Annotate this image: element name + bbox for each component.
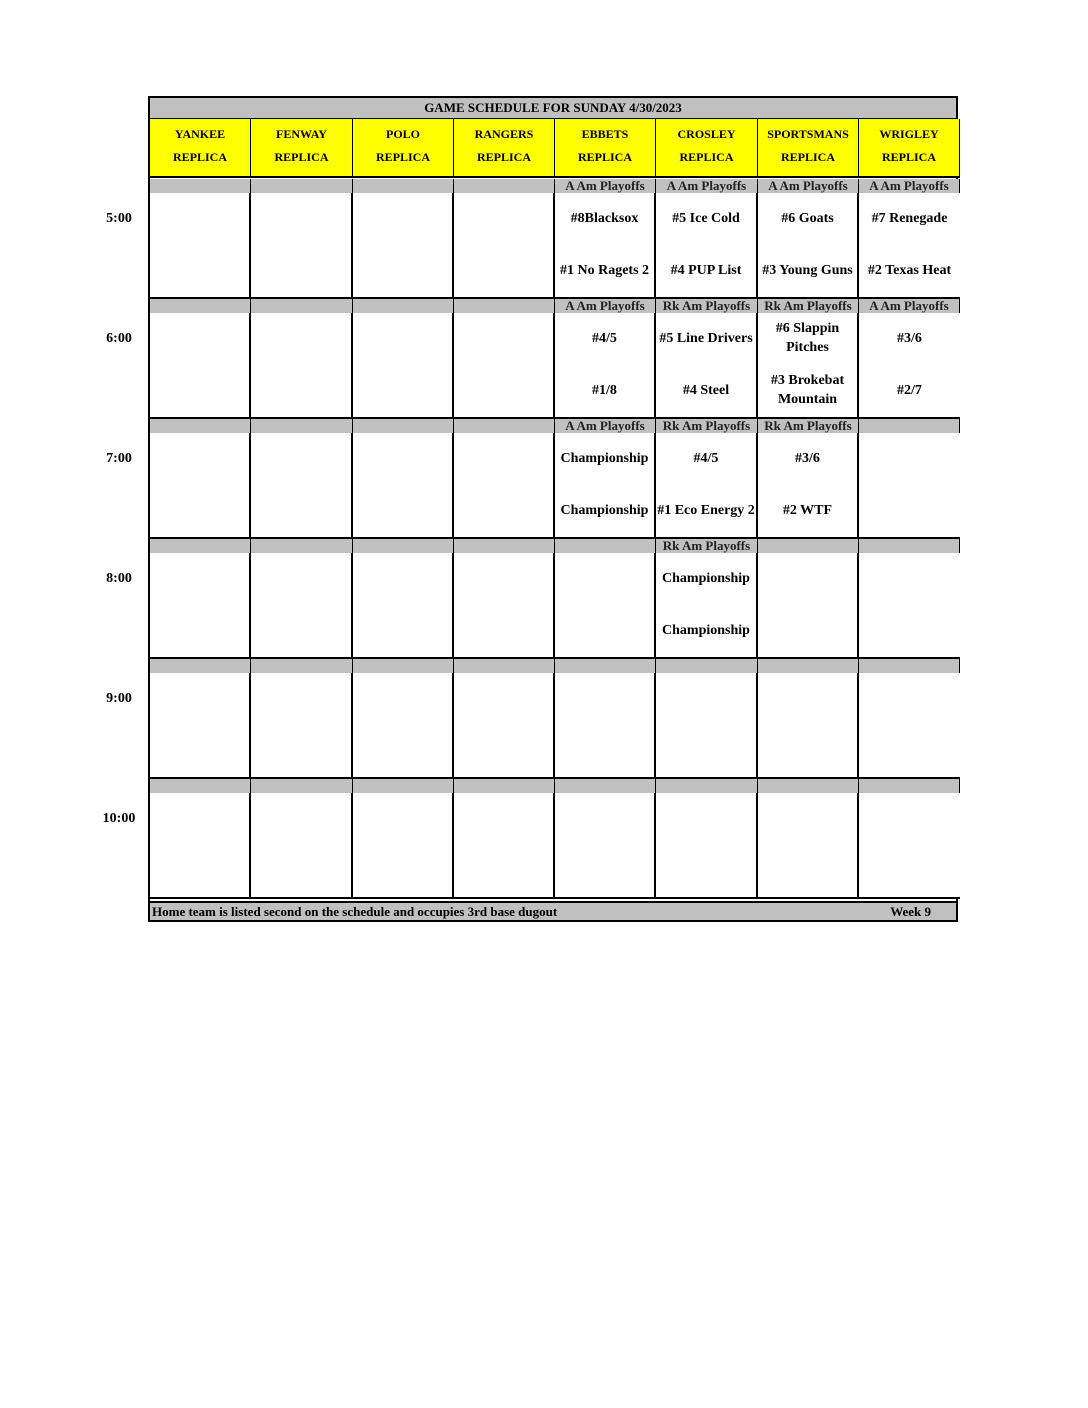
division-band: Rk Am Playoffs [656,419,758,433]
field-name: POLO [385,127,420,141]
division-band [251,419,353,433]
home-team: #1 No Ragets 2 [559,262,650,278]
game-cell [353,673,454,779]
division-band [555,539,656,553]
away-team: Championship [662,570,750,586]
game-cell [859,553,960,659]
game-cell [555,433,656,539]
division-band [454,179,555,193]
home-team [353,729,452,771]
home-team: Championship [662,622,750,638]
home-team [859,729,960,771]
away-team: #8Blacksox [570,210,639,226]
field-header-fenway [251,119,353,178]
away-team [454,317,553,359]
division-band [859,659,960,673]
game-cell [656,193,758,299]
field-type: REPLICA [172,150,227,164]
division-band [353,419,454,433]
schedule-title: GAME SCHEDULE FOR SUNDAY 4/30/2023 [150,98,956,119]
division-band [251,299,353,313]
away-team: #6 Slappin Pitches [775,321,840,355]
game-cell [454,313,555,419]
schedule-footer [150,901,956,920]
home-team: #2 WTF [782,502,833,518]
home-team: #4 PUP List [670,262,742,278]
home-team [251,369,351,411]
game-cell [251,553,353,659]
game-cell [150,673,251,779]
away-team [353,797,452,839]
division-band [859,419,960,433]
home-team [454,849,553,891]
away-team [251,557,351,599]
division-band: A Am Playoffs [656,179,758,193]
home-team [758,609,857,651]
game-cell [859,313,960,419]
home-team: #2 Texas Heat [867,262,952,278]
home-team [150,489,249,531]
division-band [758,659,859,673]
away-team [656,677,756,719]
game-cell [454,673,555,779]
division-band: A Am Playoffs [758,179,859,193]
division-band: A Am Playoffs [859,179,960,193]
game-cell [150,553,251,659]
division-band [353,659,454,673]
game-cell [454,553,555,659]
home-team [251,609,351,651]
away-team: Championship [560,450,649,466]
game-cell [454,793,555,899]
home-team [758,729,857,771]
home-team [150,249,249,291]
home-team [150,849,249,891]
away-team [150,437,249,479]
away-team [251,197,351,239]
game-cell [454,193,555,299]
game-cell [758,673,859,779]
division-band: Rk Am Playoffs [656,299,758,313]
away-team [454,197,553,239]
home-team [454,609,553,651]
game-cell [353,193,454,299]
away-team: #4/5 [693,450,719,466]
away-team [859,557,960,599]
division-band [454,419,555,433]
home-team [353,489,452,531]
home-team [353,849,452,891]
division-band [251,659,353,673]
division-band: A Am Playoffs [859,299,960,313]
away-team [150,557,249,599]
field-header-crosley [656,119,758,178]
division-band: Rk Am Playoffs [758,419,859,433]
division-band [454,779,555,793]
game-cell [758,793,859,899]
game-cell [859,433,960,539]
game-cell [555,313,656,419]
division-band [150,179,251,193]
field-header-ebbets [555,119,656,178]
division-band [555,659,656,673]
game-cell [758,313,859,419]
home-team [150,609,249,651]
field-type: REPLICA [577,150,632,164]
division-band [758,539,859,553]
time-label: 8:00 [106,571,132,586]
game-cell [758,193,859,299]
home-team [251,489,351,531]
game-cell [859,193,960,299]
game-cell [353,433,454,539]
away-team [353,677,452,719]
division-band: A Am Playoffs [555,419,656,433]
home-team [353,609,452,651]
away-team [656,797,756,839]
game-cell [251,433,353,539]
away-team: #5 Line Drivers [659,330,753,346]
home-team [859,609,960,651]
division-band [758,779,859,793]
home-team: Championship [560,502,649,518]
away-team [454,437,553,479]
away-team: #3/6 [897,330,922,346]
time-label: 5:00 [106,211,132,226]
division-band: Rk Am Playoffs [758,299,859,313]
division-band: Rk Am Playoffs [656,539,758,553]
division-band [150,299,251,313]
field-name: FENWAY [276,127,327,141]
home-team [454,489,553,531]
home-team [555,849,654,891]
game-cell [150,313,251,419]
away-team [353,437,452,479]
home-team: #3 Young Guns [762,262,853,278]
game-cell [251,793,353,899]
away-team: #3/6 [795,450,820,466]
division-band [656,779,758,793]
away-team [758,557,857,599]
division-band [353,179,454,193]
away-team: #4/5 [592,330,617,346]
game-cell [859,673,960,779]
game-cell [353,793,454,899]
field-header-wrigley [859,119,960,178]
game-cell [656,553,758,659]
field-type: REPLICA [274,150,329,164]
division-band [656,659,758,673]
game-cell [859,793,960,899]
division-band [555,779,656,793]
game-cell [656,313,758,419]
field-name: WRIGLEY [879,127,939,141]
division-band [454,299,555,313]
home-team [555,609,654,651]
away-team [353,197,452,239]
away-team [150,317,249,359]
game-cell [555,793,656,899]
division-band: A Am Playoffs [555,299,656,313]
away-team [555,557,654,599]
field-name: RANGERS [474,127,534,141]
field-name: YANKEE [174,127,226,141]
away-team: #5 Ice Cold [672,210,740,226]
away-team [251,317,351,359]
home-team [150,369,249,411]
away-team [758,797,857,839]
home-team: #1 Eco Energy 2 [657,502,755,518]
home-team [859,489,960,531]
game-cell [656,793,758,899]
division-band [150,779,251,793]
division-band [454,659,555,673]
home-team: #2/7 [897,382,922,398]
division-band [251,179,353,193]
week-label: Week 9 [890,904,931,919]
field-type: REPLICA [881,150,936,164]
division-band [150,659,251,673]
home-team-note: Home team is listed second on the schedule and occupies 3rd base dugout [152,904,558,919]
time-label: 10:00 [102,811,136,826]
home-team [656,729,756,771]
field-header-yankee [150,119,251,178]
home-team [859,849,960,891]
field-name: CROSLEY [677,127,736,141]
home-team [758,849,857,891]
game-cell [150,433,251,539]
home-team [353,249,452,291]
field-name: SPORTSMANS [767,127,849,141]
time-label: 6:00 [106,331,132,346]
away-team [859,677,960,719]
home-team: #1/8 [592,382,617,398]
game-cell [353,553,454,659]
division-band [353,539,454,553]
field-header-rangers [454,119,555,178]
game-cell [555,193,656,299]
game-cell [150,193,251,299]
away-team [150,677,249,719]
division-band [251,779,353,793]
home-team [353,369,452,411]
home-team [454,369,553,411]
away-team [353,557,452,599]
home-team [656,849,756,891]
home-team: #3 Brokebat Mountain [770,373,845,407]
game-cell [656,433,758,539]
game-cell [758,433,859,539]
home-team [555,729,654,771]
home-team: #4 Steel [682,382,730,398]
game-cell [251,673,353,779]
division-band [353,299,454,313]
field-type: REPLICA [476,150,531,164]
field-name: EBBETS [581,127,629,141]
division-band [859,539,960,553]
home-team [251,249,351,291]
away-team: #6 Goats [781,210,834,226]
game-cell [454,433,555,539]
field-header-sportsmans [758,119,859,178]
field-type: REPLICA [375,150,430,164]
schedule-sheet [148,96,958,922]
field-type: REPLICA [780,150,835,164]
game-cell [353,313,454,419]
away-team [251,797,351,839]
home-team [454,249,553,291]
division-band: A Am Playoffs [555,179,656,193]
game-cell [150,793,251,899]
game-cell [555,673,656,779]
division-band [859,779,960,793]
home-team [150,729,249,771]
away-team [150,797,249,839]
game-cell [656,673,758,779]
game-cell [251,313,353,419]
home-team [251,729,351,771]
time-label: 9:00 [106,691,132,706]
away-team: #7 Renegade [871,210,948,226]
away-team [251,437,351,479]
away-team [454,797,553,839]
division-band [150,539,251,553]
away-team [353,317,452,359]
division-band [251,539,353,553]
game-cell [555,553,656,659]
away-team [555,677,654,719]
away-team [150,197,249,239]
home-team [454,729,553,771]
division-band [353,779,454,793]
away-team [758,677,857,719]
time-label: 7:00 [106,451,132,466]
game-cell [251,193,353,299]
away-team [859,437,960,479]
game-cell [758,553,859,659]
away-team [859,797,960,839]
away-team [555,797,654,839]
field-header-polo [353,119,454,178]
division-band [454,539,555,553]
division-band [150,419,251,433]
away-team [454,557,553,599]
away-team [251,677,351,719]
home-team [251,849,351,891]
away-team [454,677,553,719]
field-type: REPLICA [679,150,734,164]
